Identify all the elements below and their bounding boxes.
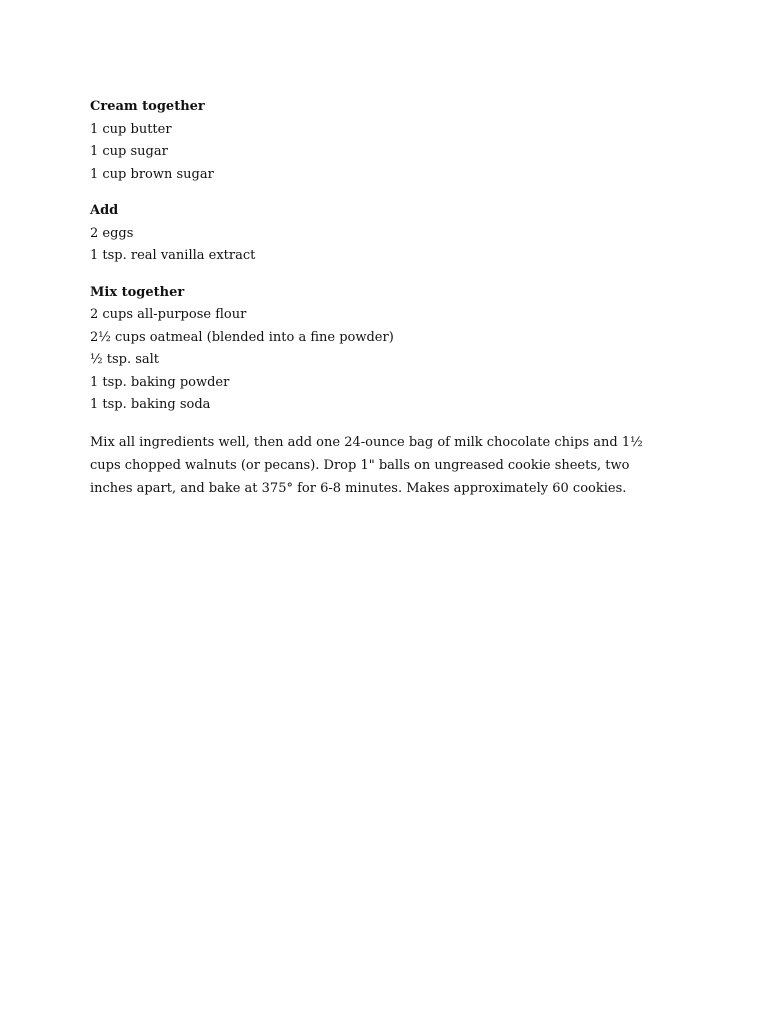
section-cream-together xyxy=(90,96,670,186)
instructions-line: Mix all ingredients well, then add one 24-ounce bag of milk chocolate chips and 1½ xyxy=(90,434,643,450)
section-heading: Mix together xyxy=(90,284,185,300)
ingredient-line: 1 cup butter xyxy=(90,121,172,137)
section-mix-together xyxy=(90,282,670,417)
section-add xyxy=(90,200,670,268)
ingredient-line: 2½ cups oatmeal (blended into a fine powder) xyxy=(90,329,394,345)
recipe-document xyxy=(90,96,670,500)
ingredient-line: 1 cup sugar xyxy=(90,144,168,159)
ingredient-line: ½ tsp. salt xyxy=(90,352,160,367)
ingredient-line: 1 tsp. baking powder xyxy=(90,374,230,390)
ingredient-line: 2 cups all-purpose flour xyxy=(90,307,247,322)
ingredient-line: 1 tsp. real vanilla extract xyxy=(90,248,256,263)
ingredient-line: 1 cup brown sugar xyxy=(90,166,214,182)
section-heading: Cream together xyxy=(90,99,205,114)
instructions-line: cups chopped walnuts (or pecans). Drop 1" balls on ungreased cookie sheets, two xyxy=(90,457,630,473)
instructions-line: inches apart, and bake at 375° for 6-8 minutes. Makes approximately 60 cookies. xyxy=(90,480,627,496)
instructions-paragraph xyxy=(90,431,670,500)
ingredient-line: 2 eggs xyxy=(90,225,134,241)
section-heading: Add xyxy=(90,203,119,218)
ingredient-line: 1 tsp. baking soda xyxy=(90,397,211,412)
